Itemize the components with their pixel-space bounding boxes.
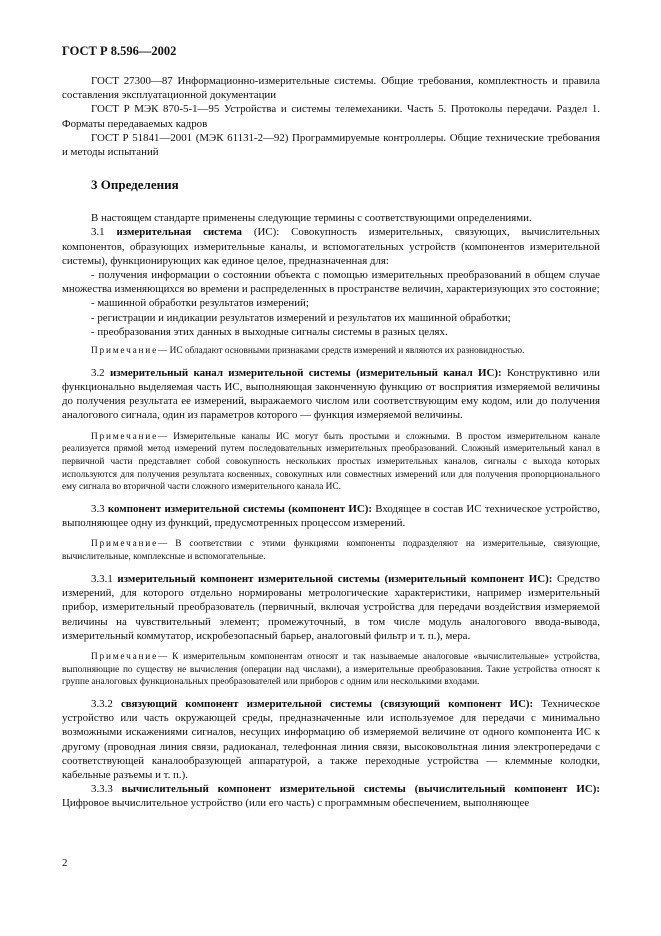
definition-3-3-1 bbox=[62, 572, 600, 643]
definition-text: Цифровое вычислительное устройство (или его часть) с программным обеспечением, выполняющее bbox=[62, 797, 530, 810]
note-label: Примечание bbox=[91, 539, 158, 550]
section-title: 3 Определения bbox=[91, 177, 179, 193]
section-intro: В настоящем стандарте применены следующие термины с соответствующими определениями. bbox=[91, 212, 532, 225]
definition-list-item: - преобразования этих данных в выходные сигналы системы в разных целях. bbox=[91, 325, 448, 338]
note-text: — К измерительным компонентам относят и так называемые аналоговые «вычислительные» устройства, выполняющие по существу не вычисления (операции над числами), а измерительные преобразования. Такие устройства относят к группе аналоговых функциональных преобразователей или приборов с одним или несколькими входами. bbox=[62, 651, 600, 688]
definition-number: 3.1 bbox=[91, 226, 105, 239]
definition-term: измерительный канал измерительной системы (измерительный канал ИС): bbox=[109, 366, 502, 379]
note-text: — Измерительные каналы ИС могут быть простыми и сложными. В простом измерительном канале реализуется прямой метод измерений путем последовательных измерительных преобразований. Сложный измерительный канал в первичной части представляет собой совокупность нескольких простых измерительных каналов, сигналы с выхода которых используются для получения результата косвенных, совокупных или совместных измерений или для получения пропорционального ему сигнала во вторичной части сложного измерительного канала ИС. bbox=[62, 431, 600, 493]
definition-number: 3.2 bbox=[91, 366, 105, 379]
definition-term: измерительный компонент измерительной системы (измерительный компонент ИС): bbox=[117, 572, 553, 585]
definition-number: 3.3.3 bbox=[91, 783, 113, 796]
normative-reference: ГОСТ 27300—87 Информационно-измерительные системы. Общие требования, комплектность и правила составления эксплуатационной документации bbox=[62, 75, 600, 102]
note-text: — ИС обладают основными признаками средств измерений и являются их разновидностью. bbox=[158, 346, 525, 357]
definition-text: (ИС): Совокупность измерительных, связующих, вычислительных компонентов, образующих измерительные каналы, и вспомогательных устройств (компонентов измерительной системы), функционирующих как единое целое, предназначенная для: bbox=[62, 226, 600, 267]
note-3-3 bbox=[62, 538, 600, 563]
definition-3-3-3 bbox=[62, 782, 600, 810]
page-content bbox=[62, 74, 600, 811]
definition-list-item: - регистрации и индикации результатов измерений и результатов их машинной обработки; bbox=[91, 311, 511, 324]
definition-3-2 bbox=[62, 366, 600, 423]
note-3-2 bbox=[62, 431, 600, 495]
definition-3-3 bbox=[62, 502, 600, 530]
document-header: ГОСТ Р 8.596—2002 bbox=[62, 44, 177, 58]
definition-3-3-2 bbox=[62, 697, 600, 782]
definition-text: Средство измерений, для которого отдельно нормированы метрологические характеристики, например измерительный прибор, измерительный преобразователь (первичный, включая устройства для передачи воздействия измеряемой величины на чувствительный элемент; промежуточный, в том числе модуль аналогового ввода-вывода, измерительный коммутатор, искробезопасный барьер, аналоговый фильтр и т. п.), мера. bbox=[62, 572, 600, 642]
note-label: Примечание bbox=[91, 651, 158, 662]
definition-term: связующий компонент измерительной системы (связующий компонент ИС): bbox=[120, 698, 534, 711]
note-3-3-1 bbox=[62, 651, 600, 689]
note-3-1 bbox=[62, 345, 600, 358]
normative-reference: ГОСТ Р МЭК 870-5-1—95 Устройства и системы телемеханики. Часть 5. Протоколы передачи. Раздел 1. Форматы передаваемых кадров bbox=[62, 103, 600, 130]
definition-text: Техническое устройство или часть окружающей среды, предназначенные или используемое для передачи с минимально возможными искажениями сигналов, несущих информацию об измеряемой величине от одного компонента ИС к другому (проводная линия связи, радиоканал, телефонная линия связи, высоковольтная линия электропередачи с соответствующей каналообразующей аппаратурой, а также переходные устройства — клеммные колодки, кабельные разъемы и т. п.). bbox=[62, 698, 600, 782]
definition-term: вычислительный компонент измерительной системы (вычислительный компонент ИС): bbox=[121, 783, 600, 796]
page-number: 2 bbox=[62, 857, 68, 869]
definition-term: измерительная система bbox=[116, 226, 242, 239]
definition-number: 3.3.2 bbox=[91, 698, 113, 711]
definition-list-item: - получения информации о состоянии объекта с помощью измерительных преобразований в общем случае множества изменяющихся во времени и распределенных в пространстве величин, характеризующих это состояние; bbox=[62, 269, 600, 296]
note-label: Примечание bbox=[91, 431, 158, 442]
normative-reference: ГОСТ Р 51841—2001 (МЭК 61131-2—92) Программируемые контроллеры. Общие технические требования и методы испытаний bbox=[62, 131, 600, 159]
definition-list-item: - машинной обработки результатов измерений; bbox=[91, 297, 309, 310]
definition-3-1 bbox=[62, 225, 600, 268]
definition-number: 3.3.1 bbox=[91, 572, 113, 585]
definition-text: Входящее в состав ИС техническое устройство, выполняющее одну из функций, предусмотренных процессом измерений. bbox=[62, 503, 600, 530]
note-label: Примечание bbox=[91, 346, 158, 357]
definition-term: компонент измерительной системы (компонент ИС): bbox=[107, 503, 372, 516]
definition-text: Конструктивно или функционально выделяемая часть ИС, выполняющая законченную функцию от восприятия измеряемой величины до получения результата ее измерений, выражаемого числом или соответствующим ему кодом, или до получения аналогового сигнала, один из параметров которого — функция измеряемой величины. bbox=[62, 366, 600, 422]
note-text: — В соответствии с этими функциями компоненты подразделяют на измерительные, связующие, вычислительные, комплексные и вспомогательные. bbox=[62, 539, 600, 563]
definition-number: 3.3 bbox=[91, 503, 105, 516]
